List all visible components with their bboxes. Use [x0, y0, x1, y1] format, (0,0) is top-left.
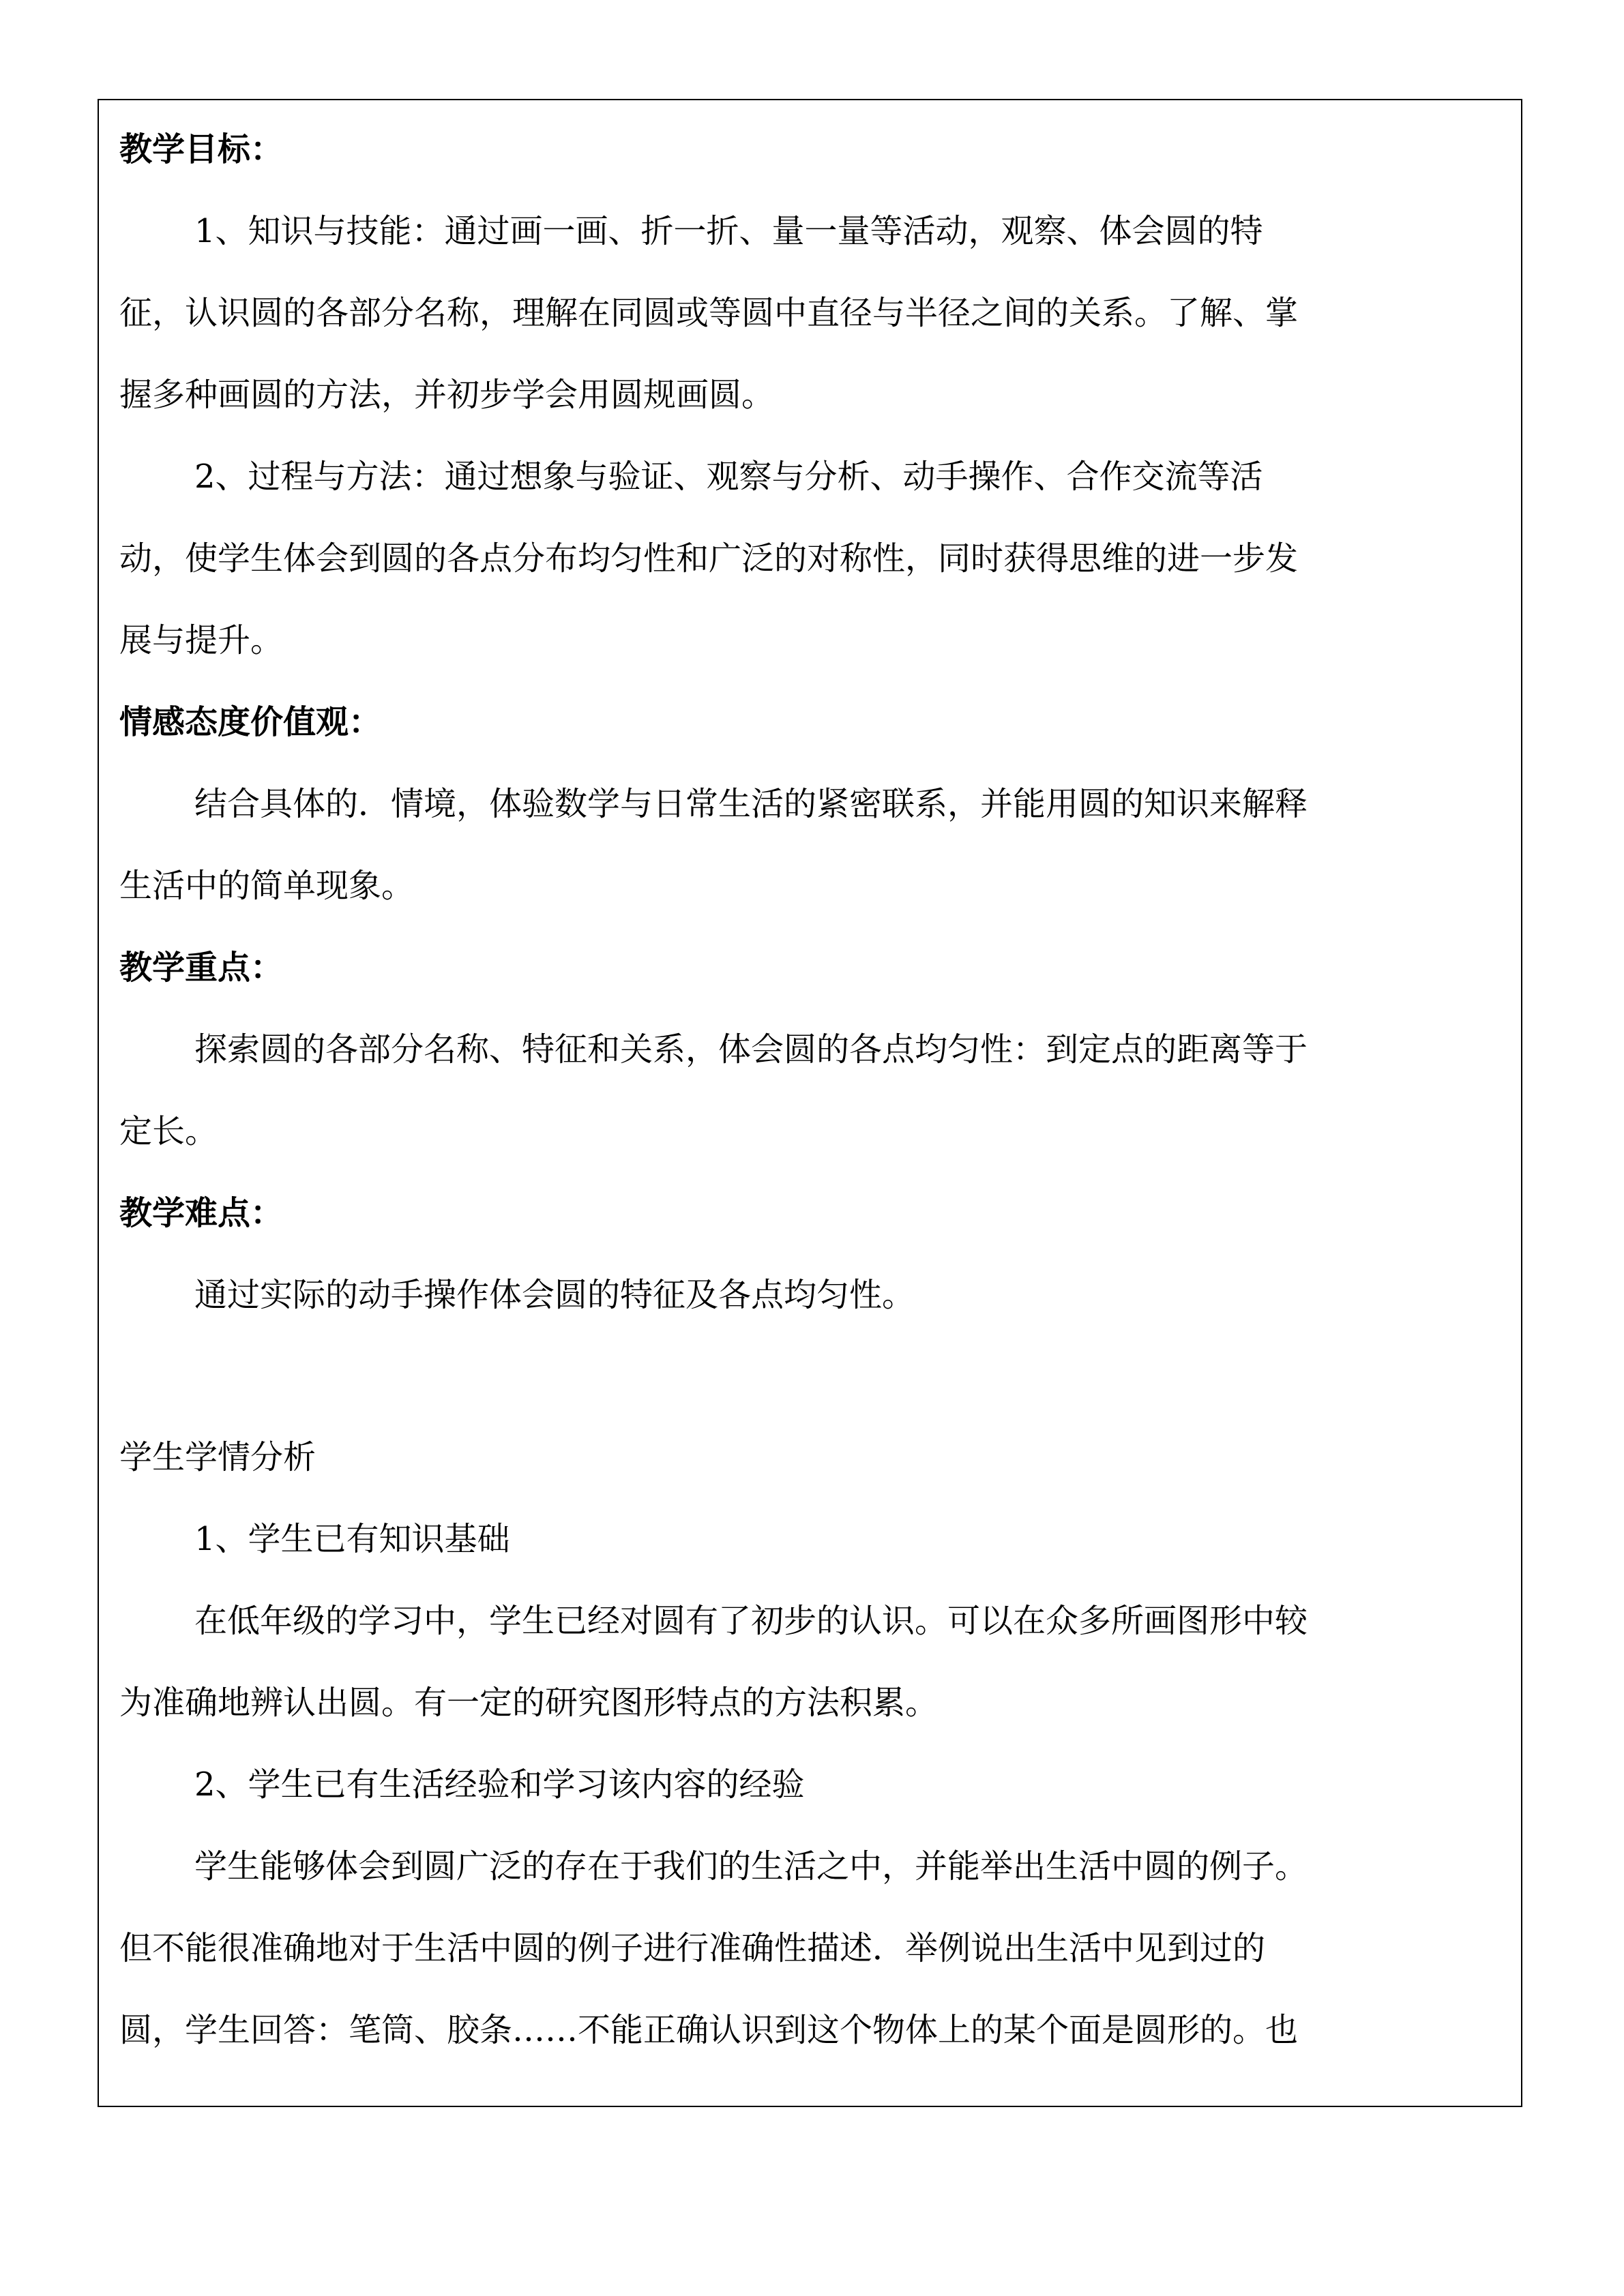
goal2-line1: 2、过程与方法：通过想象与验证、观察与分析、动手操作、合作交流等活	[194, 458, 1263, 496]
values-heading: 情感态度价值观：	[119, 703, 382, 741]
values-line2: 生活中的简单现象。	[119, 867, 415, 905]
analysis2-title: 2、学生已有生活经验和学习该内容的经验	[194, 1765, 805, 1804]
analysis1-title: 1、学生已有知识基础	[194, 1520, 510, 1558]
difficult-points-heading: 教学难点：	[119, 1194, 284, 1232]
goal1-line2: 征，认识圆的各部分名称，理解在同圆或等圆中直径与半径之间的关系。了解、掌	[119, 294, 1299, 332]
key-points-heading: 教学重点：	[119, 949, 284, 987]
teaching-goals-heading: 教学目标：	[119, 130, 284, 168]
goal2-line3: 展与提升。	[119, 621, 284, 659]
analysis2-line3: 圆，学生回答：笔筒、胶条……不能正确认识到这个物体上的某个面是圆形的。也	[119, 2011, 1299, 2049]
analysis1-line1: 在低年级的学习中，学生已经对圆有了初步的认识。可以在众多所画图形中较	[194, 1602, 1308, 1640]
goal1-line1: 1、知识与技能：通过画一画、折一折、量一量等活动，观察、体会圆的特	[194, 212, 1263, 250]
key-points-line2: 定长。	[119, 1112, 218, 1150]
goal1-line3: 握多种画圆的方法，并初步学会用圆规画圆。	[119, 376, 775, 414]
difficult-points-text: 通过实际的动手操作体会圆的特征及各点均匀性。	[194, 1276, 915, 1314]
analysis2-line2: 但不能很准确地对于生活中圆的例子进行准确性描述．举例说出生活中见到过的	[119, 1929, 1266, 1967]
analysis2-line1: 学生能够体会到圆广泛的存在于我们的生活之中，并能举出生活中圆的例子。	[194, 1847, 1308, 1885]
student-analysis-heading: 学生学情分析	[119, 1438, 316, 1476]
values-line1: 结合具体的．情境，体验数学与日常生活的紧密联系，并能用圆的知识来解释	[194, 785, 1308, 823]
key-points-line1: 探索圆的各部分名称、特征和关系，体会圆的各点均匀性：到定点的距离等于	[194, 1030, 1308, 1069]
analysis1-line2: 为准确地辨认出圆。有一定的研究图形特点的方法积累。	[119, 1684, 939, 1722]
goal2-line2: 动，使学生体会到圆的各点分布均匀性和广泛的对称性，同时获得思维的进一步发	[119, 539, 1299, 578]
document-frame	[98, 99, 1522, 2107]
